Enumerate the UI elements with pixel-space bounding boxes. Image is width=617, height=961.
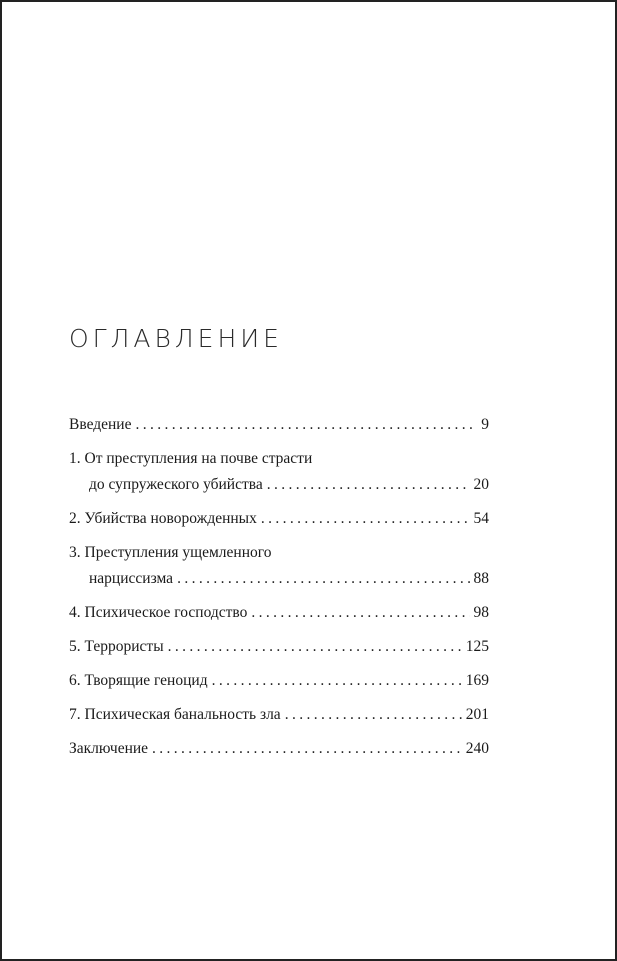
toc-entry-chapter-3 [69, 540, 489, 592]
toc-entry-label: 7. Психическая банальность зла [69, 706, 281, 723]
toc-entry-label: 6. Творящие геноцид [69, 672, 208, 689]
toc-entry-label: 1. От преступления на почве страсти [69, 450, 313, 467]
dot-leader [135, 412, 477, 438]
toc-page-number: 125 [465, 638, 489, 655]
toc-entry-chapter-2 [69, 506, 489, 532]
dot-leader [261, 506, 470, 532]
toc-entry-introduction [69, 412, 489, 438]
toc-entry-chapter-7 [69, 702, 489, 728]
toc-entry-chapter-1 [69, 446, 489, 498]
dot-leader [152, 736, 462, 762]
toc-entry-label-continued: нарциссизма [89, 570, 174, 587]
toc-entry-conclusion [69, 736, 489, 762]
toc-entry-chapter-6 [69, 668, 489, 694]
dot-leader [251, 600, 469, 626]
toc-entry-label: Заключение [69, 740, 149, 757]
toc-page-number: 20 [473, 476, 489, 493]
toc-entry-label: 2. Убийства новорожденных [69, 510, 257, 527]
dot-leader [168, 634, 462, 660]
toc-entry-label: 4. Психическое господство [69, 604, 248, 621]
toc-title: ОГЛАВЛЕНИЕ [69, 324, 283, 353]
toc-page-number: 9 [481, 416, 489, 433]
toc-page-number: 54 [473, 510, 489, 527]
dot-leader [285, 702, 462, 728]
toc-page-number: 98 [473, 604, 489, 621]
toc-entry-label: Введение [69, 416, 132, 433]
toc-page-number: 88 [473, 570, 489, 587]
toc-entry-chapter-4 [69, 600, 489, 626]
toc-entry-chapter-5 [69, 634, 489, 660]
dot-leader [267, 472, 470, 498]
dot-leader [177, 566, 469, 592]
toc-entry-label-continued: до супружеского убийства [89, 476, 263, 493]
toc-page-number: 169 [465, 672, 489, 689]
toc-page-number: 240 [465, 740, 489, 757]
table-of-contents [69, 412, 489, 757]
dot-leader [212, 668, 462, 694]
toc-entry-label: 5. Террористы [69, 638, 164, 655]
toc-entry-label: 3. Преступления ущемленного [69, 544, 272, 561]
toc-page-number: 201 [465, 706, 489, 723]
